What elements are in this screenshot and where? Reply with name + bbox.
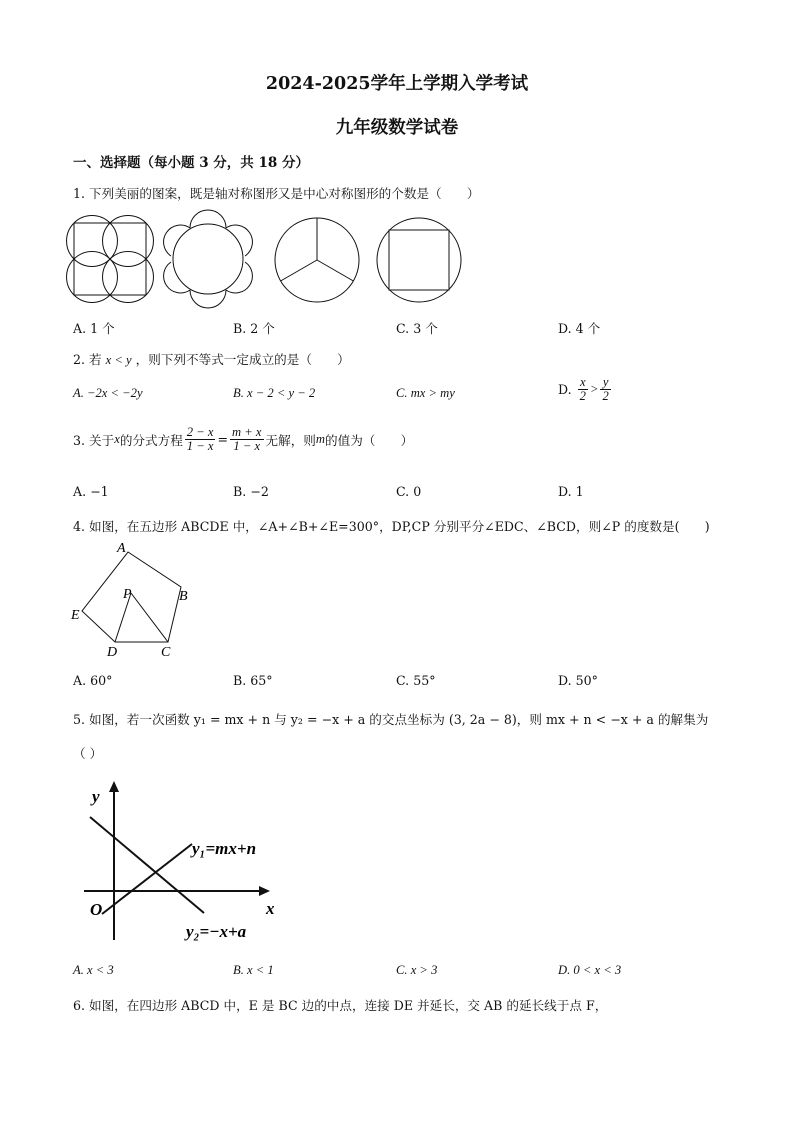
q5-option-d: D. 0 < x < 3 [558, 963, 622, 977]
q3-frac-left-num: 2 − x [186, 425, 214, 439]
q1-option-a: A. 1 个 [73, 321, 115, 336]
q1-figure-circle-square [376, 217, 462, 303]
q5-line2-label: y₂=−x+a [186, 922, 247, 941]
q1-figure-circle-three-sectors [274, 217, 360, 303]
q1-option-b: B. 2 个 [233, 321, 275, 336]
q1-option-d: D. 4 个 [558, 321, 601, 336]
q2-frac-right-den: 2 [602, 389, 609, 404]
q3-option-b: B. −2 [233, 484, 269, 499]
q2-stem-prefix: 2. 若 [73, 352, 102, 367]
q2-option-d-frac-left [578, 376, 588, 403]
q3-eq: = [217, 432, 229, 448]
q2-frac-left-num: x [578, 376, 588, 390]
q4-label-e: E [71, 608, 80, 623]
q2-stem-suffix: ，则下列不等式一定成立的是（ ） [135, 352, 350, 367]
q2-frac-right-num: y [600, 376, 610, 390]
q3-stem-mid2: 无解，则 [265, 433, 316, 449]
q1-option-c: C. 3 个 [396, 321, 438, 336]
q3-var-m: m [315, 432, 325, 447]
exam-subtitle: 九年级数学试卷 [335, 118, 459, 138]
q5-function-graph [80, 778, 290, 948]
section-heading: 一、选择题（每小题 3 分，共 18 分） [73, 155, 309, 171]
q2-option-d-frac-right [600, 376, 610, 403]
q2-option-d-label: D. [558, 382, 572, 398]
question-3-stem [73, 426, 413, 453]
exam-title: 2024-2025学年上学期入学考试 [265, 74, 529, 94]
q4-option-c: C. 55° [396, 673, 436, 688]
q4-option-d: D. 50° [558, 673, 598, 688]
q4-pentagon-figure [68, 540, 198, 662]
q1-figure-square-petals [73, 222, 147, 296]
q2-option-a: A. −2x < −2y [73, 386, 143, 400]
q1-figure-flower-circle [166, 219, 250, 299]
question-2-stem [73, 349, 350, 368]
q3-option-d: D. 1 [558, 484, 584, 499]
q2-option-c: C. mx > my [396, 386, 455, 400]
q3-frac-right-num: m + x [232, 425, 262, 439]
q2-frac-left-den: 2 [579, 389, 586, 404]
question-6-stem: 6. 如图，在四边形 ABCD 中，E 是 BC 边的中点，连接 DE 并延长，交 AB 的延长线于点 F， [73, 998, 608, 1013]
question-4-stem: 4. 如图，在五边形 ABCDE 中，∠A+∠B+∠E=300°，DP,CP 分别平分∠EDC、∠BCD，则∠P 的度数是( ) [73, 519, 710, 534]
question-1-stem: 1. 下列美丽的图案，既是轴对称图形又是中心对称图形的个数是（ ） [73, 186, 480, 201]
q2-stem-math: x < y [105, 353, 132, 367]
q3-frac-right [230, 426, 263, 453]
q2-option-d [558, 376, 613, 403]
q3-frac-left [185, 426, 216, 453]
q3-var-x: x [114, 432, 120, 447]
q3-option-a: A. −1 [73, 484, 109, 499]
q2-option-d-op: > [589, 382, 599, 397]
q3-option-c: C. 0 [396, 484, 422, 499]
question-5-stem: 5. 如图，若一次函数 y₁ = mx + n 与 y₂ = −x + a 的交点坐标为 (3, 2a − 8)，则 mx + n < −x + a 的解集为 [73, 712, 709, 727]
q4-label-c: C [161, 645, 171, 660]
q3-stem-mid: 的分式方程 [119, 433, 183, 449]
q5-origin-label: O [90, 900, 103, 919]
q4-label-p: P [123, 587, 132, 602]
q3-frac-left-den: 1 − x [186, 439, 214, 454]
q5-axis-y-label: y [92, 787, 100, 806]
q4-label-d: D [107, 645, 118, 660]
q3-frac-right-den: 1 − x [233, 439, 261, 454]
q4-label-b: B [179, 589, 188, 604]
q4-label-a: A [117, 541, 126, 556]
q4-option-a: A. 60° [73, 673, 113, 688]
q3-stem-prefix: 3. 关于 [73, 433, 115, 449]
q5-line1-label: y₁=mx+n [192, 839, 257, 858]
q5-option-b: B. x < 1 [233, 963, 274, 977]
q2-option-b: B. x − 2 < y − 2 [233, 386, 316, 400]
q5-axis-x-label: x [266, 899, 275, 918]
q5-option-c: C. x > 3 [396, 963, 438, 977]
q5-option-a: A. x < 3 [73, 963, 114, 977]
q3-stem-suffix: 的值为（ ） [325, 433, 414, 449]
q4-option-b: B. 65° [233, 673, 273, 688]
question-5-stem-line2: （ ） [73, 746, 103, 761]
